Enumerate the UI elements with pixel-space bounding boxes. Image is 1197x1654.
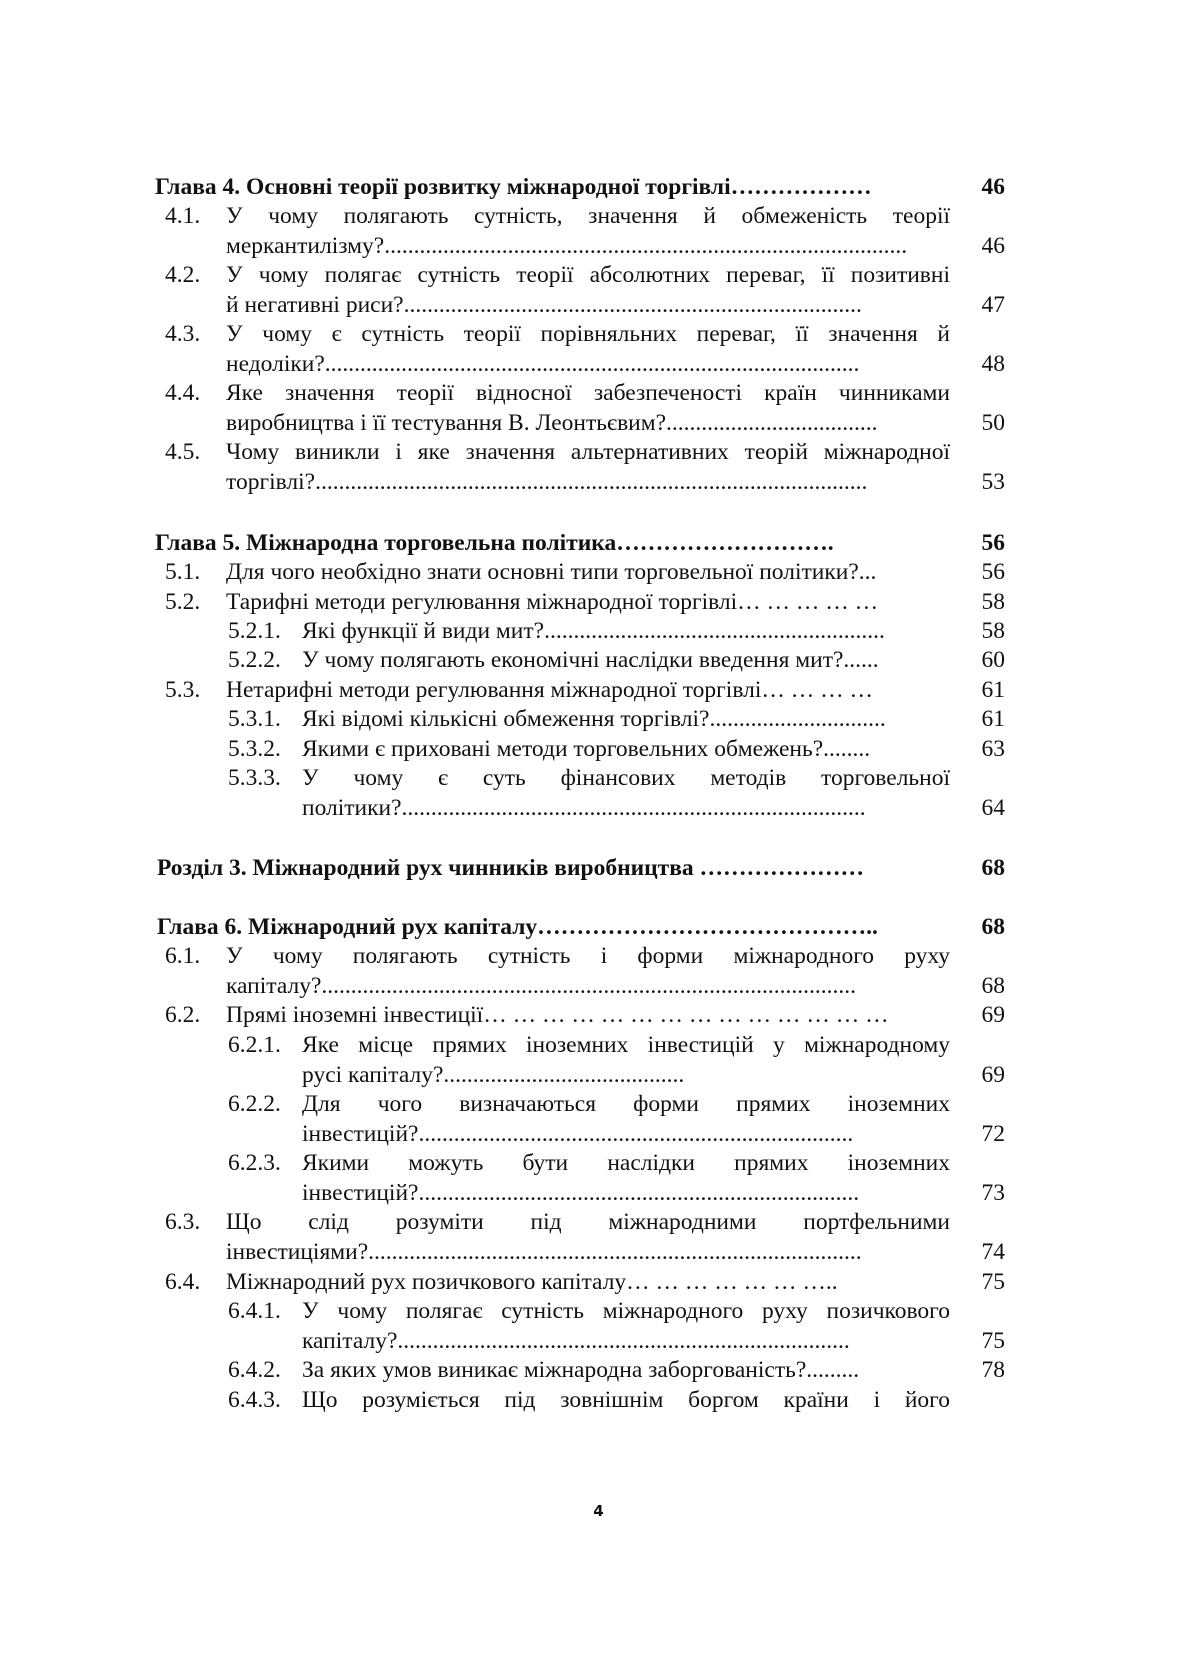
toc-item-number: 4.5. [165,439,201,465]
toc-item-number: 6.2.2. [228,1091,281,1117]
toc-item-title: У чому полягають сутність, значення й обмеженість теорії [226,203,950,229]
toc-item-title: Що слід розуміти під міжнародними портфельними [226,1209,950,1235]
toc-item-number: 5.2.1. [228,618,281,644]
toc-item-title: У чому полягає сутність теорії абсолютних переваг, її позитивні [226,262,950,288]
toc-item-number: 5.3. [165,677,201,703]
toc-page: 75 [981,1269,1005,1295]
toc-item-title: Для чого визначаються форми прямих іноземних [302,1091,950,1117]
toc-item-number: 5.2. [165,589,201,615]
toc-page: 78 [981,1357,1005,1383]
toc-item-title-cont: недоліки?........................................................................................... [226,350,860,377]
toc-item-title: Якими є приховані методи торговельних обмежень?........ [302,736,871,762]
toc-page: 61 [981,677,1005,703]
toc-item-number: 5.1. [165,559,201,585]
toc-page: 47 [981,291,1005,318]
toc-item-number: 6.3. [165,1209,201,1235]
toc-heading: Глава 5. Міжнародна торговельна політика………………………. [155,530,834,556]
toc-page: 68 [981,855,1005,881]
toc-item-title: Прямі іноземні інвестиції… … … … … … … … … … … … … … [226,1002,889,1028]
toc-page: 58 [981,589,1005,615]
toc-item-title-cont: виробництва і її тестування В. Леонтьєвим?.................................... [226,409,878,436]
toc-item-number: 4.3. [165,321,201,347]
toc-page: 61 [981,706,1005,732]
toc-page: 69 [981,1002,1005,1028]
toc-item-title-cont: капіталу?........................................................................................... [226,972,857,999]
toc-item-title: Чому виникли і яке значення альтернативних теорій міжнародної [226,439,950,465]
toc-page: 73 [981,1179,1005,1206]
toc-item-title: За яких умов виникає міжнародна заборгованість?......... [302,1357,860,1383]
toc-heading: Розділ 3. Міжнародний рух чинників виробництва ………………… [157,855,865,881]
toc-page: 74 [981,1238,1005,1265]
toc-item-title: Нетарифні методи регулювання міжнародної торгівлі… … … … [226,677,873,703]
toc-heading: Глава 4. Основні теорії розвитку міжнародної торгівлі……………… [155,174,872,200]
toc-item-title: Що розуміється під зовнішнім боргом країни і його [302,1387,950,1413]
toc-item-title: У чому полягає сутність міжнародного руху позичкового [302,1298,950,1324]
toc-page: 53 [981,468,1005,495]
toc-item-number: 6.4. [165,1269,201,1295]
toc-item-number: 6.2.3. [228,1150,281,1176]
toc-page: 60 [981,647,1005,673]
toc-item-title-cont: політики?............................................................................... [302,794,866,821]
toc-page: 46 [981,174,1005,200]
toc-item-number: 5.3.2. [228,736,281,762]
toc-item-title-cont: й негативні риси?.............................................................................. [226,291,862,318]
toc-item-title-cont: капіталу?............................................................................. [302,1327,850,1354]
toc-item-title: Які функції й види мит?.......................................................... [302,618,885,644]
toc-page: 68 [981,914,1005,940]
toc-item-title: Яке значення теорії відносної забезпеченості країн чинниками [226,380,950,406]
page-number: 4 [593,1502,604,1520]
toc-item-title: Для чого необхідно знати основні типи торговельної політики?... [226,559,877,585]
toc-page: 56 [981,559,1005,585]
toc-page: 58 [981,618,1005,644]
toc-page: 72 [981,1120,1005,1147]
toc-page: 48 [981,350,1005,377]
toc-heading: Глава 6. Міжнародний рух капіталу…………………………………….. [157,914,878,940]
toc-item-title: Якими можуть бути наслідки прямих іноземних [302,1150,950,1176]
toc-item-number: 5.3.1. [228,706,281,732]
toc-item-number: 6.1. [165,943,201,969]
toc-page: 50 [981,409,1005,436]
toc-item-title: Яке місце прямих іноземних інвестицій у міжнародному [302,1032,950,1058]
toc-page: 75 [981,1327,1005,1354]
toc-item-number: 4.1. [165,203,201,229]
toc-item-number: 6.4.1. [228,1298,281,1324]
toc-page: 64 [981,794,1005,821]
toc-item-title-cont: інвестиціями?.................................................................................... [226,1238,862,1265]
toc-page: 63 [981,736,1005,762]
toc-page: 68 [981,972,1005,999]
toc-item-title: Міжнародний рух позичкового капіталу… … … … … … ….. [226,1269,838,1295]
toc-item-title-cont: інвестицій?........................................................................... [302,1179,860,1206]
toc-item-title-cont: торгівлі?.............................................................................................. [226,468,868,495]
toc-item-number: 6.4.2. [228,1357,281,1383]
toc-item-title: Які відомі кількісні обмеження торгівлі?.............................. [302,706,886,732]
toc-page: 69 [981,1061,1005,1088]
toc-item-title: У чому є суть фінансових методів торговельної [302,765,950,791]
toc-item-number: 4.2. [165,262,201,288]
toc-item-number: 6.2. [165,1002,201,1028]
toc-item-number: 5.3.3. [228,765,281,791]
toc-item-number: 6.2.1. [228,1032,281,1058]
toc-item-title-cont: інвестицій?.......................................................................... [302,1120,854,1147]
toc-page: 56 [981,530,1005,556]
toc-item-title-cont: русі капіталу?......................................... [302,1061,685,1088]
toc-item-number: 4.4. [165,380,201,406]
toc-item-title: У чому полягають сутність і форми міжнародного руху [226,943,950,969]
toc-item-title: У чому полягають економічні наслідки введення мит?...... [302,647,879,673]
toc-item-title: Тарифні методи регулювання міжнародної торгівлі… … … … … [226,589,879,615]
toc-page: 46 [981,232,1005,259]
toc-item-number: 5.2.2. [228,647,281,673]
toc-item-title: У чому є сутність теорії порівняльних переваг, її значення й [226,321,950,347]
toc-item-title-cont: меркантилізму?......................................................................................... [226,232,908,259]
toc-item-number: 6.4.3. [228,1387,281,1413]
